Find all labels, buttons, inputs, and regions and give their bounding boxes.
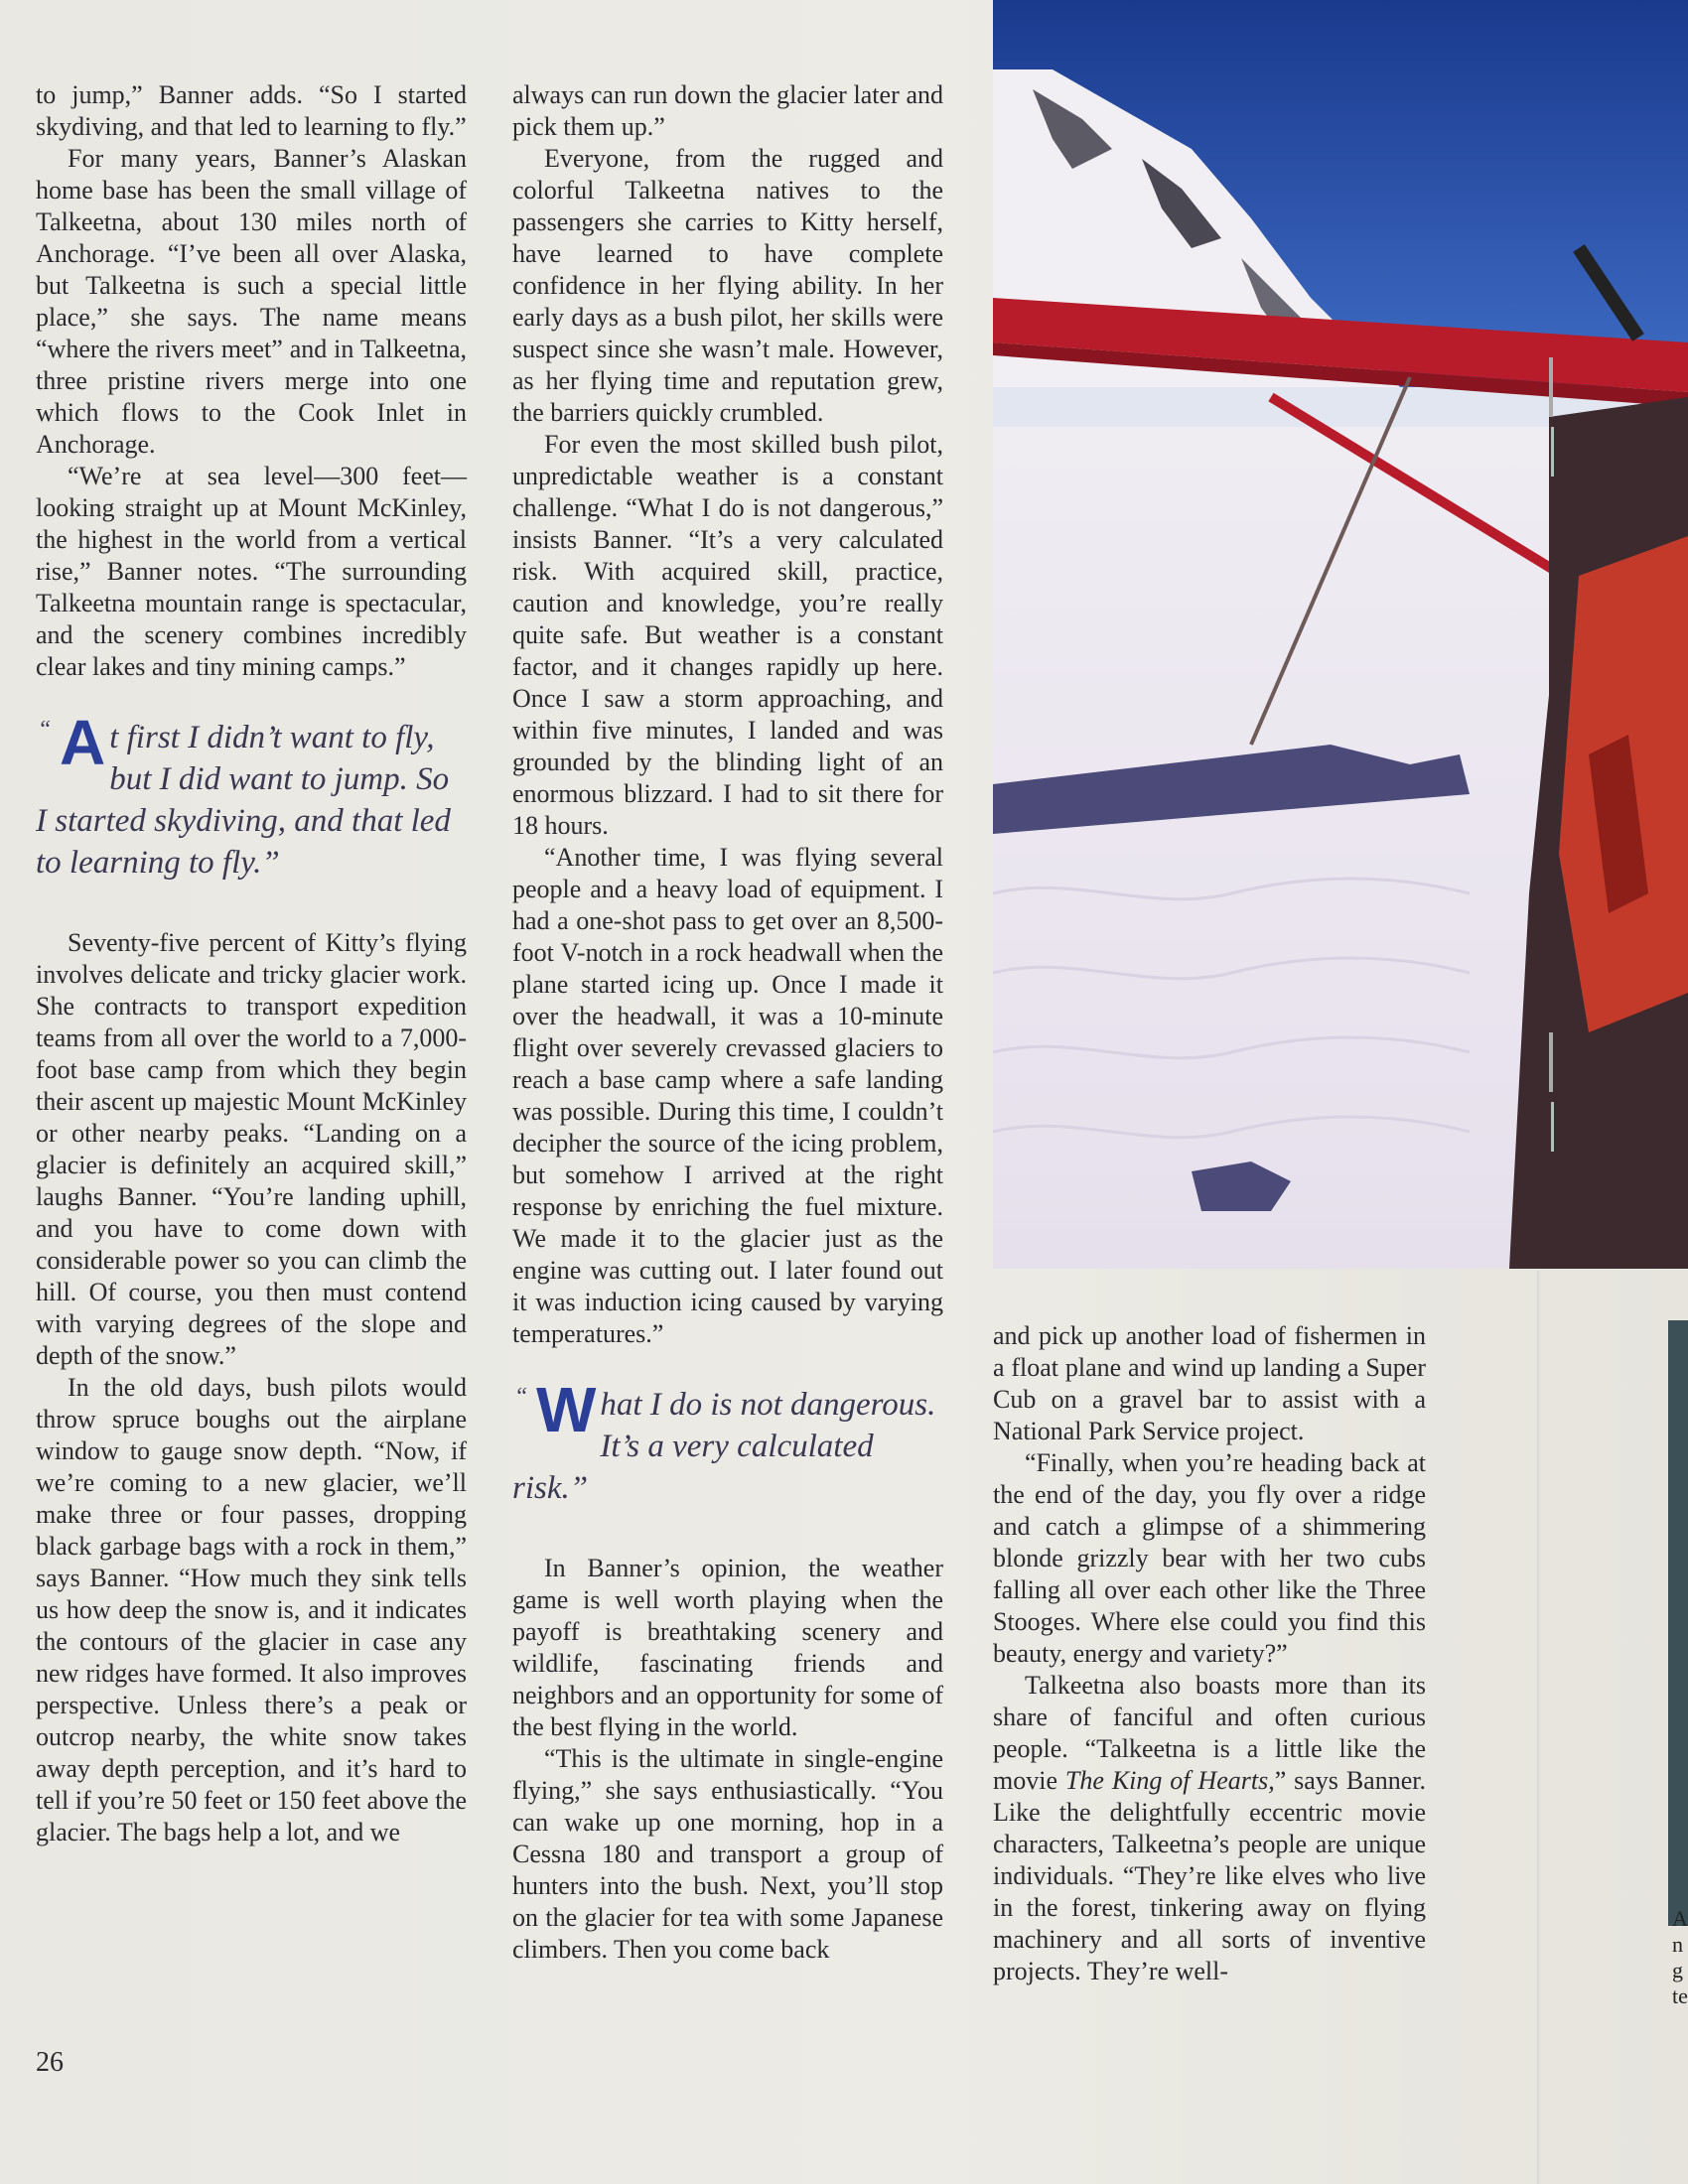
article-column-1: [36, 79, 467, 1848]
photo-plane-on-glacier: [993, 0, 1688, 1269]
pull-quote: [36, 707, 467, 884]
paragraph: Everyone, from the rugged and colorful Talkeetna natives to the passengers she carries to Kitty herself, have learned to have complete confidence in her flying ability. In her early days as a bush pilot, her skills were suspect since she wasn’t male. However, as her flying time and reputation grew, the barriers quickly crumbled.: [512, 144, 943, 427]
paragraph: “Finally, when you’re heading back at the end of the day, you fly over a ridge and catch a glimpse of a shimmering blonde grizzly bear with her two cubs falling all over each other like the Three Stooges. Where else could you find this beauty, energy and variety?”: [993, 1448, 1426, 1668]
pull-quote: [512, 1374, 943, 1509]
paragraph-text: ” says Banner. Like the delightfully eccentric movie characters, Talkeetna’s people are unique individuals. “They’re like elves who live in the forest, tinkering away on flying machinery and all sorts of inventive projects. They’re well-: [993, 1766, 1426, 1985]
paragraph: In Banner’s opinion, the weather game is well worth playing when the payoff is breathtaking scenery and wildlife, fascinating friends and neighbors and an opportunity for some of the best flying in the world.: [512, 1554, 943, 1741]
paragraph: “This is the ultimate in single-engine flying,” she says enthusiastically. “You can wake up one morning, hop in a Cessna 180 and transport a group of hunters into the bush. Next, you’ll stop on the glacier for tea with some Japanese climbers. Then you come back: [512, 1744, 943, 1964]
photo-icon: [993, 0, 1688, 1269]
article-column-2: [512, 79, 943, 1966]
fragment-line: n: [1672, 1932, 1683, 1957]
page-gutter-shadow: [1537, 1271, 1541, 2184]
pull-quote-text: hat I do is not dangerous. It’s a very calculated risk.”: [512, 1387, 936, 1506]
paragraph: always can run down the glacier later and pick them up.”: [512, 80, 943, 141]
fragment-line: te: [1672, 1983, 1688, 2008]
fragment-line: g: [1672, 1958, 1683, 1982]
drop-cap-letter: W: [536, 1374, 597, 1445]
paragraph: “Another time, I was flying several people and a heavy load of equipment. I had a one-shot pass to get over an 8,500-foot V-notch in a rock headwall when the plane started icing up. Once I made it over the headwall, it was a 10-minute flight over severely crevassed glaciers to reach a base camp where a safe landing was possible. During this time, I couldn’t decipher the source of the icing problem, but somehow I arrived at the right response by enriching the fuel mixture. We made it to the glacier just as the engine was cutting out. I later found out it was induction icing caused by varying temperatures.”: [512, 843, 943, 1348]
movie-title: The King of Hearts,: [1064, 1766, 1275, 1795]
drop-cap-letter: A: [60, 707, 106, 778]
paragraph: to jump,” Banner adds. “So I started skydiving, and that led to learning to fly.”: [36, 80, 467, 141]
paragraph: “We’re at sea level—300 feet—looking straight up at Mount McKinley, the highest in the world from a vertical rise,” Banner notes. “The surrounding Talkeetna mountain range is spectacular, and the scenery combines incredibly clear lakes and tiny mining camps.”: [36, 462, 467, 681]
article-column-3: [993, 1320, 1426, 1987]
open-quote-mark: “: [38, 717, 52, 743]
paragraph: In the old days, bush pilots would throw spruce boughs out the airplane window to gauge snow depth. “Now, if we’re coming to a new glacier, we’ll make three or four passes, dropping black garbage bags with a rock in them,” says Banner. “How much they sink tells us how deep the snow is, and it indicates the contours of the glacier in case any new ridges have formed. It also improves perspective. Unless there’s a peak or outcrop nearby, the white snow takes away depth perception, and it’s hard to tell if you’re 50 feet or 150 feet above the glacier. The bags help a lot, and we: [36, 1373, 467, 1846]
pull-quote-text: t first I didn’t want to fly, but I did want to jump. So I started skydiving, and that led to learning to fly.”: [36, 720, 451, 881]
paragraph: and pick up another load of fishermen in a float plane and wind up landing a Super Cub on a gravel bar to assist with a National Park Service project.: [993, 1321, 1426, 1445]
paragraph: For even the most skilled bush pilot, unpredictable weather is a constant challenge. “What I do is not dangerous,” insists Banner. “It’s a very calculated risk. With acquired skill, practice, caution and knowledge, you’re really quite safe. But weather is a constant factor, and it changes rapidly up here. Once I saw a storm approaching, and within five minutes, I landed and was grounded by the blinding light of an enormous blizzard. I had to sit there for 18 hours.: [512, 430, 943, 840]
fragment-line: A: [1672, 1906, 1688, 1931]
paragraph: Seventy-five percent of Kitty’s flying involves delicate and tricky glacier work. She contracts to transport expedition teams from all over the world to a 7,000-foot base camp from which they begin their ascent up majestic Mount McKinley or other nearby peaks. “Landing on a glacier is definitely an acquired skill,” laughs Banner. “You’re landing uphill, and you have to come down with considerable power so you can climb the hill. Of course, you then must contend with varying degrees of the slope and depth of the snow.”: [36, 928, 467, 1370]
open-quote-mark: “: [514, 1384, 528, 1410]
next-page-text-fragment: [1672, 1906, 1688, 2009]
next-page-photo-edge: [1668, 1320, 1688, 1926]
paragraph: For many years, Banner’s Alaskan home base has been the small village of Talkeetna, about 130 miles north of Anchorage. “I’ve been all over Alaska, but Talkeetna is such a special little place,” she says. The name means “where the rivers meet” and in Talkeetna, three pristine rivers merge into one which flows to the Cook Inlet in Anchorage.: [36, 144, 467, 459]
paragraph: [993, 1670, 1426, 1987]
paragraph-text: Talkeetna also boasts more than its share of fanciful and often curious people. “Talkeetna is a little like the movie: [993, 1671, 1426, 1795]
page-number: 26: [36, 2047, 64, 2078]
